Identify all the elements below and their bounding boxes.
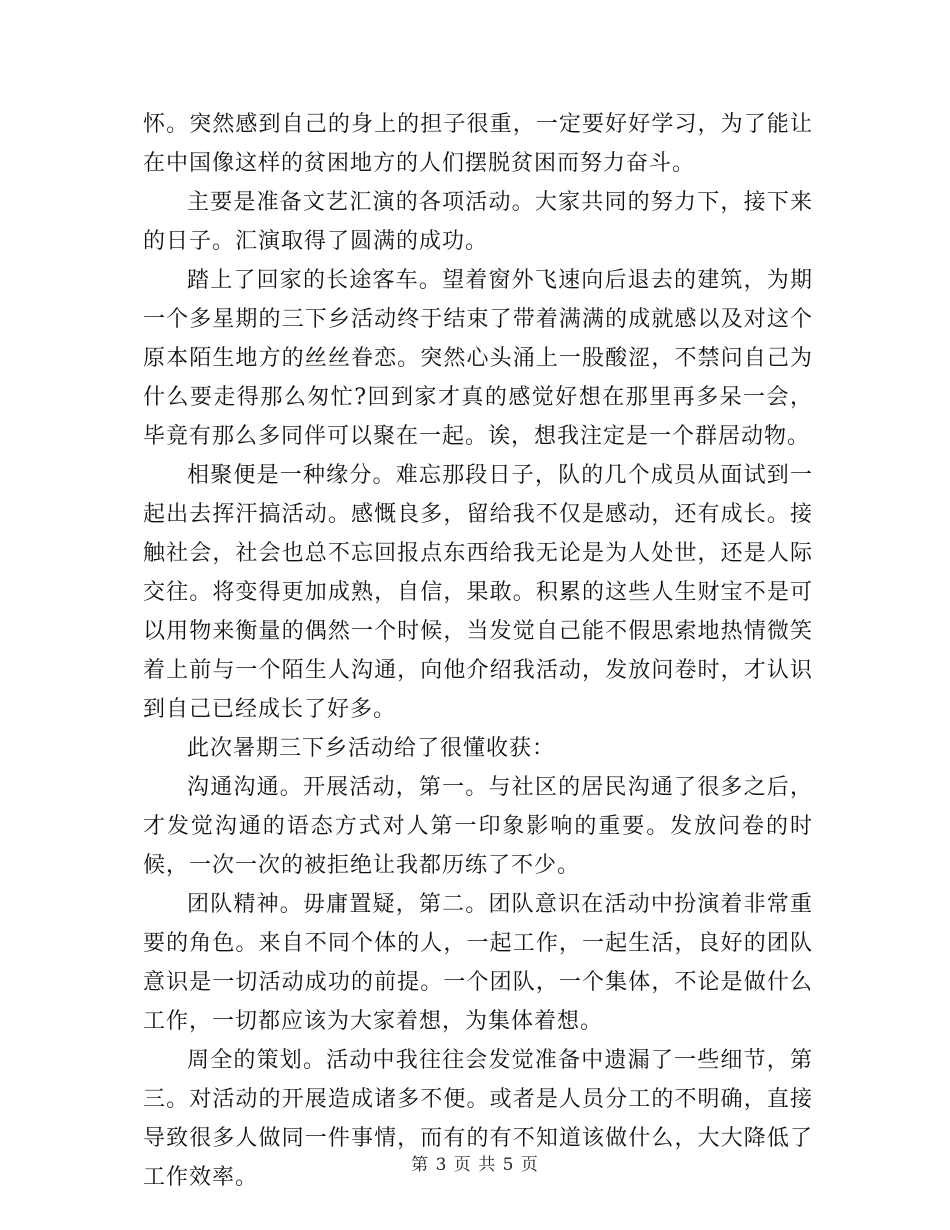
- paragraph-8: 周全的策划。活动中我往往会发觉准备中遗漏了一些细节，第三。对活动的开展造成诸多不便。或者是人员分工的不明确，直接导致很多人做同一件事情，而有的有不知道该做什么，大大降低了工作效率。: [143, 1048, 813, 1190]
- page-number-footer: 第 3 页 共 5 页: [411, 1155, 539, 1175]
- document-body: [143, 105, 813, 1197]
- paragraph-5: 此次暑期三下乡活动给了很懂收获：: [187, 736, 556, 761]
- paragraph-7: 团队精神。毋庸置疑，第二。团队意识在活动中扮演着非常重要的角色。来自不同个体的人，一起工作，一起生活，良好的团队意识是一切活动成功的前提。一个团队，一个集体，不论是做什么工作，一切都应该为大家着想，为集体着想。: [143, 892, 813, 1034]
- paragraph-6: 沟通沟通。开展活动，第一。与社区的居民沟通了很多之后，才发觉沟通的语态方式对人第一印象影响的重要。发放问卷的时候，一次一次的被拒绝让我都历练了不少。: [143, 775, 813, 878]
- paragraph-2: 主要是准备文艺汇演的各项活动。大家共同的努力下，接下来的日子。汇演取得了圆满的成功。: [143, 190, 813, 254]
- paragraph-3: 踏上了回家的长途客车。望着窗外飞速向后退去的建筑，为期一个多星期的三下乡活动终于结束了带着满满的成就感以及对这个原本陌生地方的丝丝眷恋。突然心头涌上一股酸涩，不禁问自己为什么要走得那么匆忙?回到家才真的感觉好想在那里再多呆一会，毕竟有那么多同伴可以聚在一起。诶，想我注定是一个群居动物。: [143, 268, 813, 449]
- paragraph-4: 相聚便是一种缘分。难忘那段日子，队的几个成员从面试到一起出去挥汗搞活动。感慨良多，留给我不仅是感动，还有成长。接触社会，社会也总不忘回报点东西给我无论是为人处世，还是人际交往。将变得更加成熟，自信，果敢。积累的这些人生财宝不是可以用物来衡量的偶然一个时候，当发觉自己能不假思索地热情微笑着上前与一个陌生人沟通，向他介绍我活动，发放问卷时，才认识到自己已经成长了好多。: [143, 463, 813, 722]
- paragraph-1: 怀。突然感到自己的身上的担子很重，一定要好好学习，为了能让在中国像这样的贫困地方的人们摆脱贫困而努力奋斗。: [143, 112, 813, 176]
